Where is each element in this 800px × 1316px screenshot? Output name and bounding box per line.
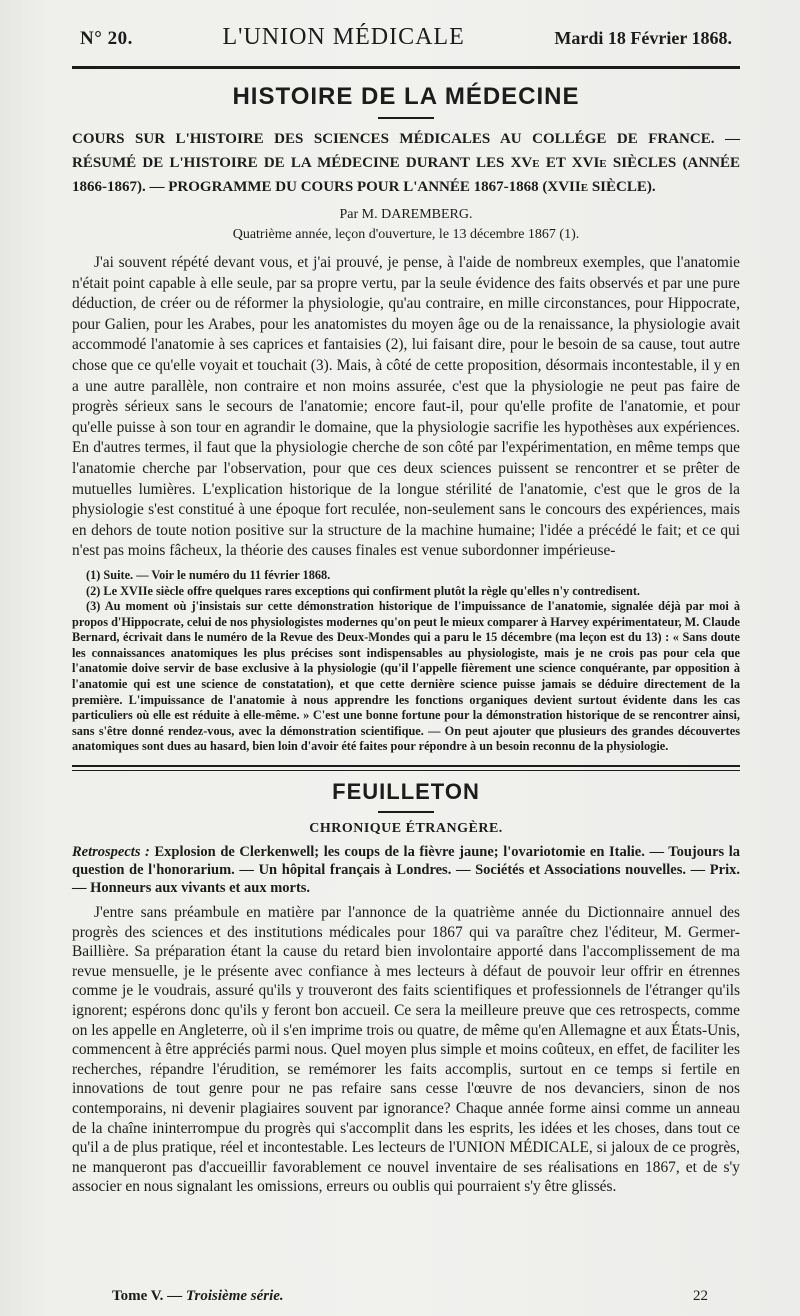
feuilleton-underline	[378, 811, 434, 813]
header-rule	[72, 66, 740, 69]
retrospects-text: Explosion de Clerkenwell; les coups de la fièvre jaune; l'ovariotomie en Italie. — Toujours la question de l'honorarium. — Un hôpital français à Londres. — Sociétés et Associations nouvelles. — Prix. — Honneurs aux vivants et aux morts.	[72, 844, 741, 897]
article-body: J'ai souvent répété devant vous, et j'ai prouvé, je pense, à l'aide de nombreux exemples, que l'anatomie n'était point capable à elle seule, par sa propre vertu, par la seule évidence des faits observés et par une pure déduction, de créer ou de réformer la physiologie, qu'au contraire, en mille circonstances, pour Hippocrate, pour Galien, pour les Arabes, pour les anatomistes du moyen âge ou de la renaissance, la physiologie avait accommodé l'anatomie à ses caprices et fantaisies (2), lui faisant dire, pour le besoin de sa cause, tout autre chose que ce qu'elle voyait et touchait (3). Mais, à côté de cette proposition, désormais incontestable, il y en a une autre parallèle, non contraire et non moins assurée, c'est que la physiologie ne peut pas faire de progrès sérieux sans le secours de l'anatomie; encore faut-il, pour qu'elle profite de l'anatomie, et pour qu'elle puisse à son tour en agrandir le domaine, que la physiologie sacrifie les hypothèses aux expériences. En d'autres termes, il faut que la physiologie cherche de son côté par l'expérimentation, en même temps que l'anatomie cherche par l'observation, pour que ces deux sciences puissent se rencontrer et se prêter de mutuelles lumières. L'explication historique de la longue stérilité de l'anatomie, c'est que le gros de la physiologie s'est constitué à une époque fort reculée, non-seulement sans le concours des expériences, mais en dehors de toute notion positive sur la structure de la machine humaine; l'idée a précédé le fait; et ce qui n'est pas moins fâcheux, la théorie des causes finales est venue subordonner impérieuse-	[72, 254, 740, 560]
feuilleton-section	[72, 779, 740, 1197]
footnote-3: (3) Au moment où j'insistais sur cette démonstration historique de l'impuissance de l'anatomie, signalée déjà par moi à propos d'Hippocrate, celui de nos physiologistes modernes qu'on peut le mieux comparer à Harvey expérimentateur, M. Claude Bernard, écrivait dans le numéro de la Revue des Deux-Mondes qui a paru le 15 décembre (ma leçon est du 13) : « Sans doute les connaissances anatomiques les plus précises sont indispensables au physiologiste, mais je ne crois pas pour cela que l'anatomie doive servir de base exclusive à la physiologie (qu'il l'appelle fièrement une science conquérante, par opposition à l'anatomie qui est une science de constatation), et que cette dernière science puisse jamais se déduire directement de la première. L'impuissance de l'anatomie à nous apprendre les fonctions organiques devient surtout évidente dans les cas particuliers où elle est réduite à elle-même. » C'est une bonne fortune pour la démonstration historique de se rencontrer ainsi, sans s'être donné rendez-vous, avec la démonstration scientifique. — On peut ajouter que plusieurs des grandes découvertes anatomiques sont dues au hasard, bien loin d'avoir été faites pour répondre à un besoin reconnu de la physiologie.	[72, 599, 741, 754]
retrospects-label: Retrospects :	[72, 844, 150, 861]
feuilleton-heading: CHRONIQUE ÉTRANGÈRE.	[309, 821, 503, 837]
issue-date: Mardi 18 Février 1868.	[554, 28, 732, 48]
article-title: HISTOIRE DE LA MÉDECINE	[232, 83, 580, 110]
feuilleton-body: J'entre sans préambule en matière par l'annonce de la quatrième année du Dictionnaire annuel des progrès des sciences et des institutions médicales pour 1867 qui va paraître chez l'éditeur, M. Germer-Baillière. Sa préparation étant la cause du retard bien involontaire apporté dans l'accomplissement de ma revue mensuelle, je le présente avec confiance à mes lecteurs à défaut de pouvoir leur offrir en étrennes comme je le voudrais, assuré qu'ils y trouveront des faits scientifiques et professionnels de l'étranger qu'ils ignorent; espérons donc qu'ils y feront bon accueil. Ce sera la meilleure preuve que ces retrospects, comme on les appelle en Angleterre, où il s'en imprime trois ou quatre, de même qu'en Allemagne et aux États-Unis, commencent à être appréciés parmi nous. Quel moyen plus simple et moins coûteux, en effet, de faciliter les recherches, répandre l'érudition, se remémorer les faits accomplis, surtout en ce temps si fertile en innovations de tout genre pour ne pas refaire sans cesse l'œuvre de nos devanciers, sinon de nos contemporains, ni devenir plagiaires souvent par ignorance? Chaque année forme ainsi comme un anneau de la chaîne ininterrompue du progrès qui s'accomplit dans les esprits, les idées et les choses, dans tout ce qu'il a de plus pratique, réel et incontestable. Les lecteurs de l'UNION MÉDICALE, si jaloux de ce progrès, ne manqueront pas d'accueillir favorablement ce nouvel inventaire de ses réalisations en 1867, et de s'y associer en nous signalant les omissions, erreurs ou oublis qui pourraient s'y être glissés.	[72, 904, 740, 1196]
article-lesson: Quatrième année, leçon d'ouverture, le 13 décembre 1867 (1).	[232, 227, 580, 242]
issue-number: N° 20.	[80, 28, 133, 49]
footer-volume	[112, 1288, 284, 1305]
article-section	[72, 83, 740, 755]
footnotes	[72, 568, 740, 755]
feuilleton-title: FEUILLETON	[332, 779, 480, 805]
page-header	[72, 24, 740, 64]
article-subtitle: COURS SUR L'HISTOIRE DES SCIENCES MÉDICALES AU COLLÉGE DE FRANCE. — RÉSUMÉ DE L'HISTOIRE DE LA MÉDECINE DURANT LES XVe ET XVIe SIÈCLES (ANNÉE 1866-1867). — PROGRAMME DU COURS POUR L'ANNÉE 1867-1868 (XVIIe SIÈCLE).	[72, 131, 740, 195]
retrospects-summary	[72, 843, 740, 897]
footer-tome: Tome V. —	[112, 1288, 183, 1304]
footnote-1: (1) Suite. — Voir le numéro du 11 février 1868.	[86, 567, 331, 582]
page-number: 22	[693, 1288, 708, 1304]
footer-serie: Troisième série.	[185, 1288, 284, 1304]
title-underline	[378, 117, 434, 119]
article-author: Par M. DAREMBERG.	[339, 207, 473, 222]
feuilleton-rule	[72, 765, 740, 771]
page-footer	[112, 1288, 708, 1305]
footnote-2: (2) Le XVIIe siècle offre quelques rares exceptions qui confirment plutôt la règle qu'elles n'y contredisent.	[86, 583, 640, 598]
journal-title: L'UNION MÉDICALE	[222, 24, 465, 50]
